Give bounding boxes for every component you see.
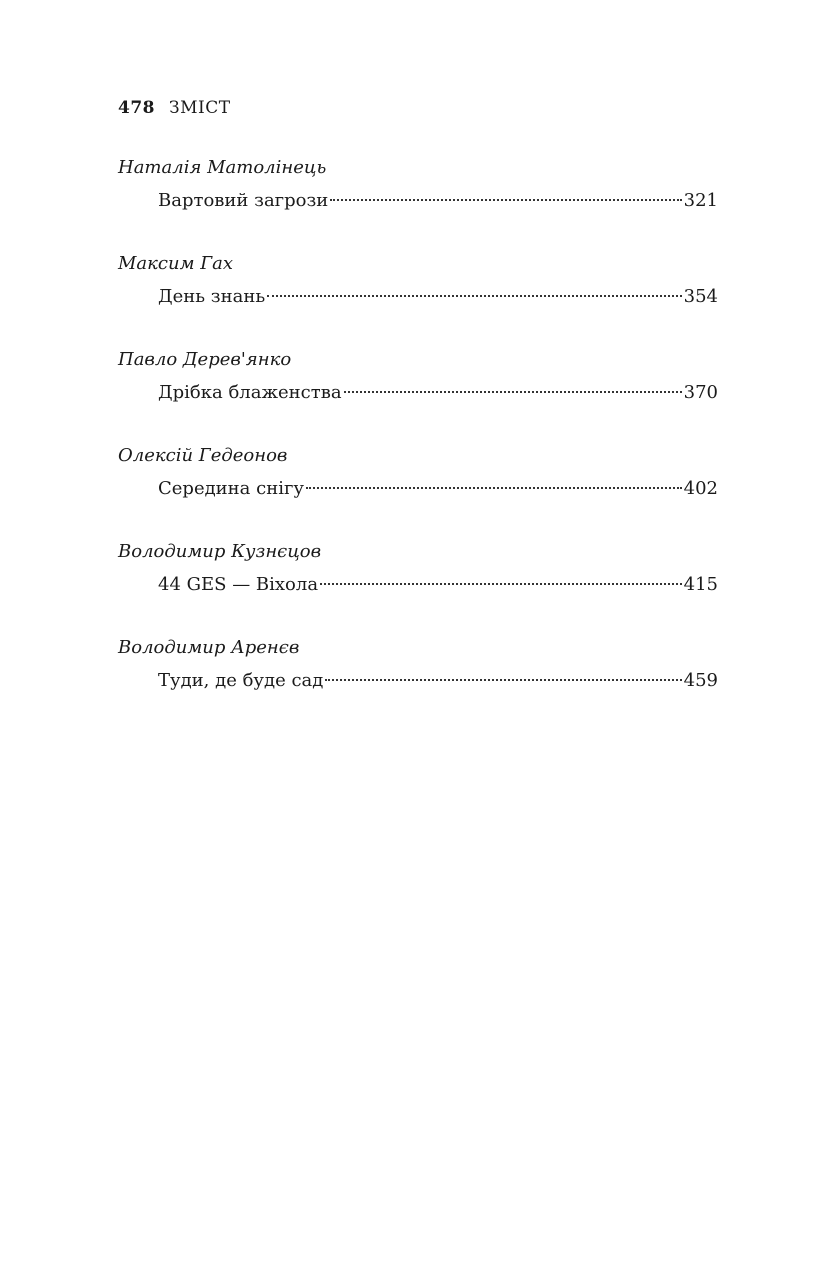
toc-line[interactable] <box>158 188 718 214</box>
page-number: 478 <box>118 98 155 118</box>
toc-title: Туди, де буде сад <box>158 670 324 691</box>
toc-title: Дрібка блаженства <box>158 382 342 403</box>
toc-entry <box>118 538 718 634</box>
toc-entry <box>118 634 718 730</box>
dot-leader <box>306 487 682 489</box>
toc-author: Наталія Матолінець <box>118 157 327 178</box>
toc-entry <box>118 346 718 442</box>
toc-page-number: 415 <box>683 574 718 595</box>
toc-entry <box>118 154 718 250</box>
toc-entry <box>118 442 718 538</box>
toc-line[interactable] <box>158 668 718 694</box>
toc-page-number: 354 <box>683 286 718 307</box>
toc-author: Володимир Кузнєцов <box>118 541 322 562</box>
toc-line[interactable] <box>158 476 718 502</box>
dot-leader <box>330 199 681 201</box>
toc-line[interactable] <box>158 380 718 406</box>
toc-title: День знань <box>158 286 266 307</box>
toc-author: Максим Гах <box>118 253 234 274</box>
running-head <box>118 98 231 118</box>
toc-line[interactable] <box>158 572 718 598</box>
toc-author: Володимир Аренєв <box>118 637 300 658</box>
toc-page-number: 321 <box>683 190 718 211</box>
toc-title: Вартовий загрози <box>158 190 329 211</box>
toc-entry <box>118 250 718 346</box>
toc-page-number: 459 <box>683 670 718 691</box>
dot-leader <box>325 679 681 681</box>
toc-title: Середина снігу <box>158 478 304 499</box>
toc-author: Павло Дерев'янко <box>118 349 292 370</box>
toc-title: 44 GES — Віхола <box>158 574 319 595</box>
section-title: ЗМІСТ <box>169 98 231 118</box>
toc-line[interactable] <box>158 284 718 310</box>
dot-leader <box>267 295 681 297</box>
dot-leader <box>344 391 682 393</box>
dot-leader <box>320 583 682 585</box>
table-of-contents <box>118 154 718 730</box>
toc-author: Олексій Гедеонов <box>118 445 288 466</box>
toc-page-number: 402 <box>683 478 718 499</box>
toc-page-number: 370 <box>683 382 718 403</box>
